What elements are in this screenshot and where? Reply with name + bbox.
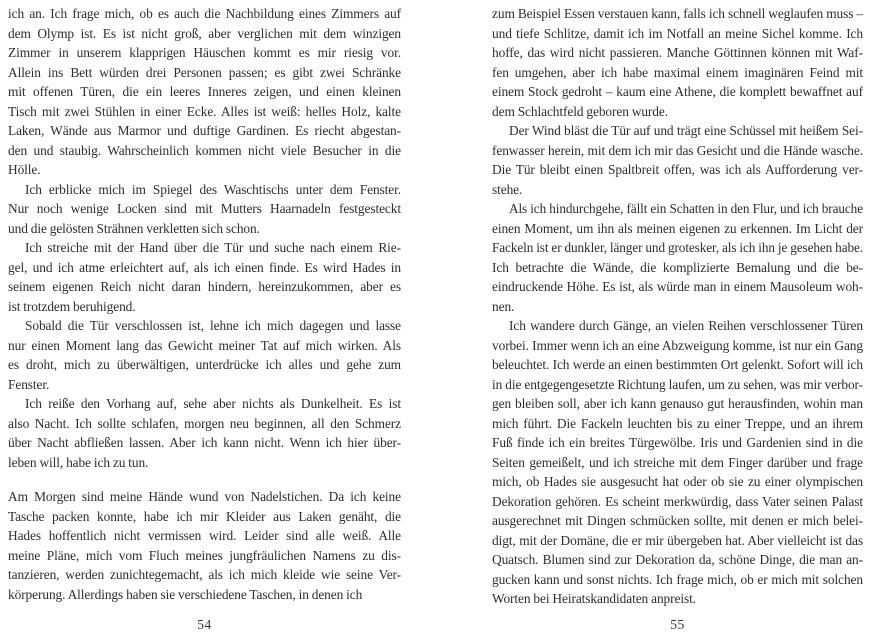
text-line: Fackeln ist er dunkler, länger und grotesker, als ich ihn je gesehen habe. bbox=[492, 240, 863, 255]
text-line: Hölle. bbox=[8, 162, 41, 177]
page-number: 55 bbox=[670, 617, 685, 632]
paragraph bbox=[8, 316, 401, 394]
text-line: Am Morgen sind meine Hände wund von Nadelstichen. Da ich keine bbox=[8, 489, 401, 504]
page-number: 54 bbox=[197, 617, 212, 632]
text-line: Worten bei Heiratskandidaten anpreist. bbox=[492, 591, 696, 606]
text-line: stehe. bbox=[492, 181, 523, 197]
text-line: gucken kann und sonst nichts. Ich frage mich, ob er mich mit solchen bbox=[492, 571, 863, 587]
text-line: Tasche packen konnte, habe ich mir Kleider aus Laken genäht, die bbox=[8, 508, 401, 524]
text-line: also Nacht. Ich sollte schlafen, morgen neu beginnen, all den Schmerz bbox=[8, 415, 401, 431]
paragraph bbox=[492, 121, 863, 199]
text-line: Als ich hindurchgehe, fällt ein Schatten in den Flur, und ich brauche bbox=[509, 201, 863, 216]
text-line: zum Beispiel Essen verstauen kann, falls ich schnell weglaufen muss – bbox=[492, 6, 863, 21]
text-line: Nur noch wenige Locken sind mit Mutters Haarnadeln festgesteckt bbox=[8, 201, 401, 216]
text-line: Allein ins Bett würden drei Personen passen; es gibt zwei Schränke bbox=[8, 64, 401, 80]
text-line: ich an. Ich frage mich, ob es auch die Nachbildung eines Zimmers auf bbox=[8, 6, 401, 21]
text-line: es droht, mich zu überwältigen, unterdrücke ich alles und gehe zum bbox=[8, 357, 401, 372]
text-line: ausgerechnet mit Dingen schmücken sollte, mit denen er mich belei- bbox=[492, 513, 863, 528]
text-line: Ich betrachte die Wände, die komplizierte Bemalung und die be- bbox=[492, 259, 863, 275]
text-line: fenwasser herein, mit dem ich mir das Gesicht und die Hände wasche. bbox=[492, 142, 863, 158]
page-text-column bbox=[8, 4, 401, 604]
book-page-left bbox=[8, 4, 401, 639]
text-line: digt, mit der Domäne, die er mir übergeben hat. Aber vielleicht ist das bbox=[492, 532, 863, 548]
text-line: Fenster. bbox=[8, 376, 50, 392]
text-line: Ich streiche mit der Hand über die Tür und suche nach einem Rie- bbox=[25, 240, 401, 255]
text-line: gen bleiben soll, aber ich kann genauso gut herausfinden, wohin man bbox=[492, 396, 863, 411]
paragraph bbox=[492, 316, 863, 609]
text-line: vorbei. Immer wenn ich an eine Abzweigung komme, ist nur ein Gang bbox=[492, 337, 863, 353]
text-line: tanzieren, werden zunichtegemacht, als ich mich kleide wie seine Ver- bbox=[8, 567, 401, 582]
text-line: Sobald die Tür verschlossen ist, lehne ich mich dagegen und lasse bbox=[25, 318, 401, 333]
text-line: dem Olymp ist. Es ist nicht groß, aber verglichen mit dem winzigen bbox=[8, 25, 401, 41]
paragraph bbox=[8, 4, 401, 180]
paragraph bbox=[8, 394, 401, 472]
text-line: mit offenen Türen, die ein leeres Inneres zeigen, und einen kleinen bbox=[8, 84, 401, 99]
text-line: seinem eigenen Reich nicht daran hindern, hereinzukommen, aber es bbox=[8, 279, 401, 294]
text-line: Ich reiße den Vorhang auf, sehe aber nichts als Dunkelheit. Es ist bbox=[25, 396, 401, 411]
text-line: einem Stock gedroht – kaum eine Athene, die komplett bewaffnet auf bbox=[492, 84, 863, 99]
text-line: Zimmer in unserem klapprigen Häuschen kommt es mir riesig vor. bbox=[8, 45, 401, 60]
text-line: Die Tür bleibt einen Spaltbreit offen, was ich als Aufforderung ver- bbox=[492, 162, 863, 177]
text-line: ist trotzdem beruhigend. bbox=[8, 298, 136, 314]
text-line: Tisch mit zwei Stühlen in einer Ecke. Alles ist weiß: helles Holz, kalte bbox=[8, 103, 401, 119]
text-line: Hades hoffentlich nicht vermissen wird. Leider sind alle weiß. Alle bbox=[8, 528, 401, 543]
text-line: Fuß finde ich ein breites Türgewölbe. Iris und Gardenien sind in die bbox=[492, 435, 863, 450]
text-line: Laken, Wände aus Marmor und duftige Gardinen. Es riecht abgestan- bbox=[8, 123, 401, 138]
paragraph bbox=[8, 180, 401, 239]
text-line: über Nacht abfließen lassen. Aber ich kann nicht. Wenn ich hier über- bbox=[8, 435, 401, 450]
text-line: körperung. Allerdings haben sie verschiedene Taschen, in denen ich bbox=[8, 586, 363, 602]
text-line: mich führt. Die Fackeln leuchten bis zu einer Treppe, und an ihrem bbox=[492, 415, 863, 431]
text-line: Der Wind bläst die Tür auf und trägt eine Schüssel mit heißem Sei- bbox=[509, 123, 863, 138]
text-line: eindruckende Höhe. Es ist, als würde man in einem Mausoleum woh- bbox=[492, 279, 863, 294]
text-line: beleuchtet. Ich werde an einen bestimmten Ort gelenkt. Sofort will ich bbox=[492, 357, 863, 372]
paragraph bbox=[8, 238, 401, 316]
text-line: nen. bbox=[492, 298, 515, 314]
page-text-column bbox=[492, 4, 863, 609]
text-line: fen umgehen, aber ich habe maximal einem imaginären Feind mit bbox=[492, 64, 863, 80]
text-line: einen Moment, um ihn als meinen eigenen zu erkennen. Im Licht der bbox=[492, 220, 863, 236]
text-line: Ich wandere durch Gänge, an vielen Reihen verschlossener Türen bbox=[509, 318, 863, 333]
text-line: leben will, habe ich zu tun. bbox=[8, 454, 149, 470]
paragraph bbox=[8, 487, 401, 604]
text-line: in die entgegengesetzte Richtung laufen, um zu sehen, was mir verbor- bbox=[492, 376, 863, 392]
text-line: hoffe, das wird nicht passieren. Manche Göttinnen können mit Waf- bbox=[492, 45, 863, 60]
text-line: dem Schlachtfeld geboren wurde. bbox=[492, 103, 668, 119]
text-line: und die gelösten Strähnen verkletten sich schon. bbox=[8, 220, 260, 236]
paragraph bbox=[492, 4, 863, 121]
text-line: Dekoration gehören. Es scheint merkwürdig, dass Vater seinen Palast bbox=[492, 493, 863, 509]
paragraph bbox=[492, 199, 863, 316]
text-line: nur einen Moment lang das Gewicht meiner Tat auf mich wirken. Als bbox=[8, 337, 401, 353]
text-line: und tiefe Schlitze, damit ich im Notfall an meine Sichel komme. Ich bbox=[492, 25, 863, 41]
text-line: Seiten gemeißelt, und ich streiche mit dem Finger darüber und frage bbox=[492, 454, 863, 470]
text-line: Ich erblicke mich im Spiegel des Waschtischs unter dem Fenster. bbox=[25, 181, 401, 197]
text-line: meine Pläne, mich vom Fluch meines jungfräulichen Namens zu dis- bbox=[8, 547, 401, 563]
text-line: mich, ob Hades sie ausgesucht hat oder ob sie zu einer olympischen bbox=[492, 474, 863, 489]
book-page-right bbox=[492, 4, 863, 639]
text-line: den und staubig. Wahrscheinlich kommen nicht viele Besucher in die bbox=[8, 142, 401, 158]
text-line: gel, und ich atme erleichtert auf, als ich einen finde. Es wird Hades in bbox=[8, 259, 401, 275]
text-line: Quatsch. Blumen sind zur Dekoration da, schöne Dinge, die man an- bbox=[492, 552, 863, 567]
